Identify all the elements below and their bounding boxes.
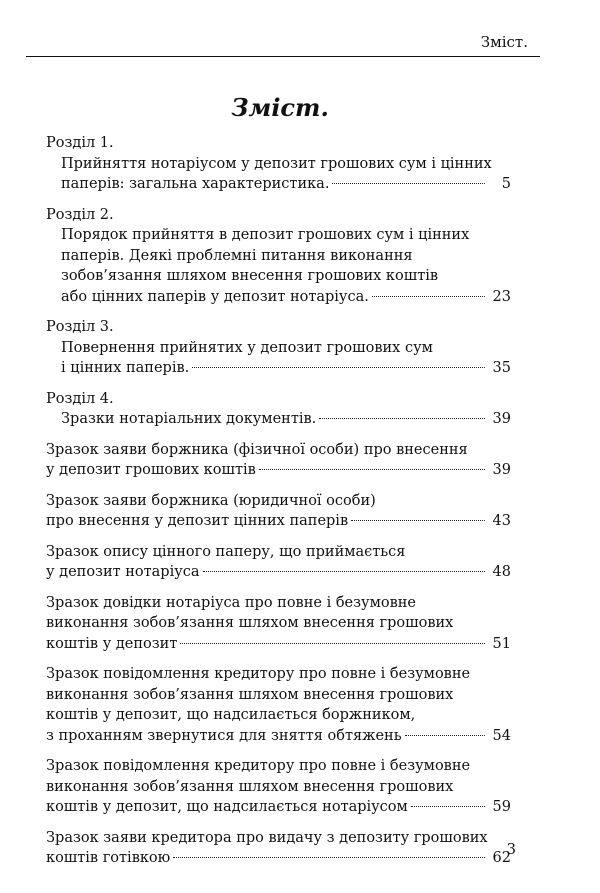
entry-last-line <box>46 848 511 869</box>
entry-last-line <box>46 634 511 655</box>
entry-title <box>46 338 511 379</box>
entry-title-line: про внесення у депозит цінних паперів <box>46 513 349 529</box>
entry-title-line: виконання зобов’язання шляхом внесення грошових <box>46 686 454 703</box>
entry-last-line <box>61 409 511 430</box>
toc-section-entry[interactable] <box>46 389 511 430</box>
entry-title-line: і цінних паперів. <box>61 360 190 376</box>
entry-last-line <box>46 511 511 532</box>
dot-leader <box>203 571 485 572</box>
section-label: Розділ 3. <box>46 319 114 335</box>
entry-title-line: або цінних паперів у депозит нотаріуса. <box>61 288 369 305</box>
entry-last-line <box>61 287 511 308</box>
running-head: Зміст. <box>480 33 528 51</box>
entry-title-line: Порядок прийняття в депозит грошових сум і цінних <box>61 227 470 243</box>
dot-leader <box>192 367 485 368</box>
dot-leader <box>180 643 485 644</box>
entry-title-line: коштів у депозит, що надсилається нотаріусом <box>46 799 408 815</box>
dot-leader <box>411 806 485 807</box>
entry-title-line: виконання зобов’язання шляхом внесення грошових <box>46 778 454 795</box>
toc-sample-entry[interactable] <box>46 542 511 583</box>
entry-title-line: Зразок опису цінного паперу, що приймається <box>46 543 406 560</box>
entry-page-number: 39 <box>492 462 511 478</box>
entry-title-line: Зразок заяви боржника (юридичної особи) <box>46 492 376 509</box>
entry-last-line <box>46 460 511 481</box>
toc-sample-entry[interactable] <box>46 828 511 869</box>
dot-leader <box>173 857 485 858</box>
entry-title-line: Повернення прийнятих у депозит грошових сум <box>61 339 433 356</box>
entry-title-line: Зразок заяви кредитора про видачу з депозиту грошових <box>46 829 488 846</box>
toc-sample-entry[interactable] <box>46 756 511 818</box>
toc-sample-entry[interactable] <box>46 593 511 655</box>
entry-title <box>46 409 511 430</box>
entry-page-number: 48 <box>492 564 511 580</box>
dot-leader <box>332 183 485 184</box>
entry-title-line: паперів. Деякі проблемні питання виконання <box>61 247 413 264</box>
entry-last-line <box>46 726 511 747</box>
entry-title <box>46 542 511 583</box>
entry-page-number: 23 <box>492 288 511 305</box>
entry-title-line: коштів у депозит, що надсилається боржником, <box>46 707 416 723</box>
entry-title-line: у депозит нотаріуса <box>46 564 200 580</box>
entry-last-line <box>61 174 511 195</box>
entry-title-line: Зразок повідомлення кредитору про повне і безумовне <box>46 666 471 682</box>
entry-page-number: 43 <box>492 513 511 529</box>
dot-leader <box>351 520 485 521</box>
entry-title-line: коштів у депозит <box>46 635 178 652</box>
entry-title <box>46 593 511 655</box>
entry-title-line: Зразки нотаріальних документів. <box>61 411 317 427</box>
header-rule <box>26 56 540 57</box>
entry-page-number: 35 <box>492 360 511 376</box>
entry-title-line: виконання зобов’язання шляхом внесення грошових <box>46 615 454 631</box>
entry-title-line: з проханням звернутися для зняття обтяжень <box>46 727 402 744</box>
entry-title <box>46 828 511 869</box>
entry-title-line: Зразок повідомлення кредитору про повне і безумовне <box>46 758 471 774</box>
entry-last-line <box>46 797 511 818</box>
entry-page-number: 59 <box>492 799 511 815</box>
entry-title-line: Прийняття нотаріусом у депозит грошових сум і цінних <box>61 155 492 172</box>
entry-title <box>46 225 511 307</box>
entry-title <box>46 664 511 746</box>
page-number: 3 <box>506 840 516 858</box>
dot-leader <box>259 469 485 470</box>
entry-title-line: у депозит грошових коштів <box>46 462 256 478</box>
entry-title <box>46 440 511 481</box>
toc-section-entry[interactable] <box>46 133 511 195</box>
toc-section-entry[interactable] <box>46 317 511 379</box>
section-label: Розділ 4. <box>46 390 114 407</box>
entry-last-line <box>61 358 511 379</box>
entry-title <box>46 154 511 195</box>
entry-last-line <box>46 562 511 583</box>
entry-title <box>46 491 511 532</box>
entry-page-number: 54 <box>492 727 511 744</box>
dot-leader <box>372 296 485 297</box>
table-of-contents <box>46 133 511 879</box>
dot-leader <box>405 735 485 736</box>
entry-title-line: коштів готівкою <box>46 850 171 866</box>
entry-title-line: Зразок заяви боржника (фізичної особи) про внесення <box>46 441 468 458</box>
toc-section-entry[interactable] <box>46 205 511 308</box>
toc-sample-entry[interactable] <box>46 664 511 746</box>
entry-page-number: 5 <box>501 176 511 192</box>
entry-title-line: паперів: загальна характеристика. <box>61 176 330 192</box>
section-label: Розділ 2. <box>46 206 114 223</box>
page-title: Зміст. <box>231 93 329 122</box>
entry-title-line: зобов’язання шляхом внесення грошових коштів <box>61 268 439 284</box>
section-label: Розділ 1. <box>46 135 114 151</box>
entry-title-line: Зразок довідки нотаріуса про повне і безумовне <box>46 594 416 611</box>
dot-leader <box>319 418 485 419</box>
toc-sample-entry[interactable] <box>46 440 511 481</box>
entry-page-number: 39 <box>492 411 511 427</box>
entry-page-number: 62 <box>492 850 511 866</box>
entry-page-number: 51 <box>492 635 511 652</box>
toc-sample-entry[interactable] <box>46 491 511 532</box>
entry-title <box>46 756 511 818</box>
